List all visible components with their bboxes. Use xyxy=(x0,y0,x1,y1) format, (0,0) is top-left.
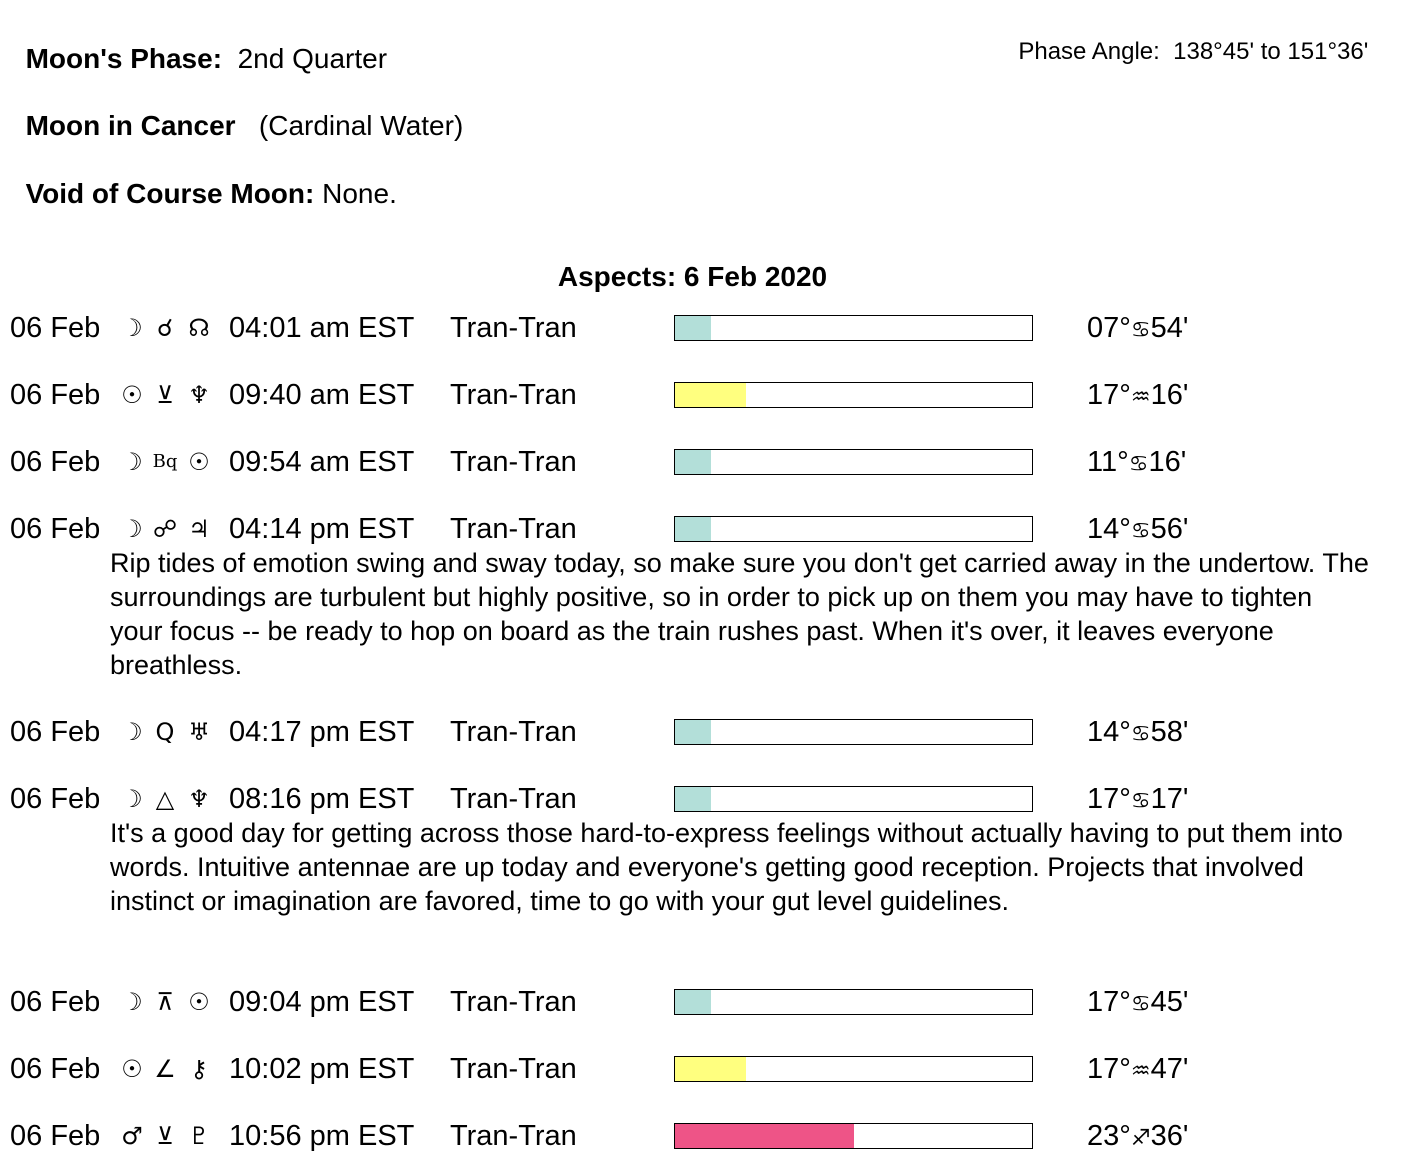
position-degrees: 17° xyxy=(1087,379,1131,411)
position-minutes: 16' xyxy=(1150,379,1189,411)
chiron-icon: ⚷ xyxy=(190,1055,208,1083)
position-minutes: 56' xyxy=(1150,513,1189,545)
sun-icon: ☉ xyxy=(121,381,143,409)
aspect-interpretation: It's a good day for getting across those hard-to-express feelings without actually having to put them into words. Intuitive antennae are up today and everyone's getting good reception. Projects that involved instinct or imagination are favored, time to go with your gut level guidelines. xyxy=(110,818,1343,916)
aspect-position xyxy=(1087,378,1188,415)
neptune-icon: ♆ xyxy=(188,785,210,813)
aspect-type: Tran-Tran xyxy=(450,312,577,344)
aspect-time: 09:54 am EST xyxy=(229,446,415,478)
aspects-title: Aspects: 6 Feb 2020 xyxy=(557,261,828,292)
aspect-type: Tran-Tran xyxy=(450,1120,577,1152)
position-degrees: 11° xyxy=(1087,446,1129,478)
moon-icon: ☽ xyxy=(121,988,143,1016)
zodiac-sign-icon: ♐ xyxy=(1130,1126,1151,1151)
aspect-date: 06 Feb xyxy=(10,379,101,411)
aspect-time: 09:04 pm EST xyxy=(229,986,415,1018)
zodiac-sign-icon: ♋ xyxy=(1130,318,1151,343)
aspect-date: 06 Feb xyxy=(10,513,101,545)
aspect-position xyxy=(1087,1052,1188,1089)
aspect-interpretation: Rip tides of emotion swing and sway today, so make sure you don't get carried away in the undertow. The surroundings are turbulent but highly positive, so in order to pick up on them you may have to tighten your focus -- be ready to hop on board as the train rushes past. When it's over, it leaves everyone breathless. xyxy=(110,548,1369,680)
position-degrees: 17° xyxy=(1087,1053,1131,1085)
zodiac-sign-icon: ♋ xyxy=(1128,452,1149,477)
mars-icon: ♂ xyxy=(121,1122,143,1150)
strength-bar xyxy=(674,719,1033,745)
position-degrees: 17° xyxy=(1087,783,1131,815)
strength-bar xyxy=(674,449,1033,475)
phase-angle-label: Phase Angle: xyxy=(1018,38,1160,65)
sun-icon: ☉ xyxy=(188,448,210,476)
strength-bar-fill xyxy=(675,316,711,340)
position-minutes: 17' xyxy=(1150,783,1189,815)
conjunction-icon: ☌ xyxy=(156,314,174,342)
aspect-date: 06 Feb xyxy=(10,716,101,748)
position-minutes: 36' xyxy=(1150,1120,1189,1152)
aspect-time: 04:14 pm EST xyxy=(229,513,415,545)
zodiac-sign-icon: ♒ xyxy=(1130,385,1151,410)
zodiac-sign-icon: ♋ xyxy=(1130,519,1151,544)
biquintile-icon: Bq xyxy=(152,451,178,472)
strength-bar xyxy=(674,1123,1033,1149)
aspect-type: Tran-Tran xyxy=(450,986,577,1018)
position-minutes: 54' xyxy=(1150,312,1189,344)
sun-icon: ☉ xyxy=(121,1055,143,1083)
aspect-time: 08:16 pm EST xyxy=(229,783,415,815)
position-degrees: 14° xyxy=(1087,716,1131,748)
neptune-icon: ♆ xyxy=(188,381,210,409)
phase-angle xyxy=(1005,7,1368,67)
aspect-position xyxy=(1087,1119,1188,1156)
north-node-icon: ☊ xyxy=(188,314,210,342)
aspect-time: 10:02 pm EST xyxy=(229,1053,415,1085)
aspect-time: 09:40 am EST xyxy=(229,379,415,411)
aspect-type: Tran-Tran xyxy=(450,379,577,411)
moon-sign-label: Moon in Cancer xyxy=(25,110,236,141)
semisquare-icon: ∠ xyxy=(154,1055,176,1083)
strength-bar xyxy=(674,786,1033,812)
position-minutes: 58' xyxy=(1150,716,1189,748)
strength-bar-fill xyxy=(675,383,746,407)
aspect-type: Tran-Tran xyxy=(450,513,577,545)
moon-phase-value: 2nd Quarter xyxy=(237,43,388,74)
moon-icon: ☽ xyxy=(121,515,143,543)
void-of-course-label: Void of Course Moon: xyxy=(25,178,315,209)
zodiac-sign-icon: ♋ xyxy=(1130,722,1151,747)
uranus-icon: ♅ xyxy=(188,718,210,746)
position-degrees: 23° xyxy=(1087,1120,1131,1152)
aspect-type: Tran-Tran xyxy=(450,716,577,748)
aspect-type: Tran-Tran xyxy=(450,446,577,478)
moon-sign-line xyxy=(10,75,463,143)
strength-bar-fill xyxy=(675,720,711,744)
opposition-icon: ☍ xyxy=(152,515,178,543)
zodiac-sign-icon: ♋ xyxy=(1130,789,1151,814)
quincunx-icon: ⊼ xyxy=(156,988,174,1016)
aspect-time: 04:17 pm EST xyxy=(229,716,415,748)
aspect-time: 04:01 am EST xyxy=(229,312,415,344)
aspect-date: 06 Feb xyxy=(10,312,101,344)
aspect-time: 10:56 pm EST xyxy=(229,1120,415,1152)
aspect-position xyxy=(1087,782,1188,819)
sun-icon: ☉ xyxy=(188,988,210,1016)
jupiter-icon: ♃ xyxy=(188,515,210,543)
void-of-course-line xyxy=(10,143,397,211)
moon-icon: ☽ xyxy=(121,718,143,746)
position-degrees: 14° xyxy=(1087,513,1131,545)
aspect-date: 06 Feb xyxy=(10,446,101,478)
zodiac-sign-icon: ♋ xyxy=(1130,992,1151,1017)
aspect-position xyxy=(1087,985,1188,1022)
aspect-position xyxy=(1087,445,1186,482)
position-minutes: 16' xyxy=(1148,446,1187,478)
quintile-icon: Q xyxy=(155,718,175,746)
void-of-course-value: None. xyxy=(322,178,397,209)
moon-icon: ☽ xyxy=(121,448,143,476)
aspect-position xyxy=(1087,311,1188,348)
strength-bar-fill xyxy=(675,450,711,474)
moon-phase-label: Moon's Phase: xyxy=(25,43,223,74)
aspect-date: 06 Feb xyxy=(10,986,101,1018)
moon-sign-detail: (Cardinal Water) xyxy=(258,110,464,141)
strength-bar-fill xyxy=(675,1057,746,1081)
aspect-date: 06 Feb xyxy=(10,783,101,815)
pluto-icon: ♇ xyxy=(188,1122,210,1150)
position-degrees: 07° xyxy=(1087,312,1131,344)
aspect-type: Tran-Tran xyxy=(450,1053,577,1085)
trine-icon: △ xyxy=(155,785,175,813)
aspect-date: 06 Feb xyxy=(10,1120,101,1152)
strength-bar-fill xyxy=(675,787,711,811)
aspect-date: 06 Feb xyxy=(10,1053,101,1085)
strength-bar xyxy=(674,382,1033,408)
strength-bar-fill xyxy=(675,1124,854,1148)
strength-bar xyxy=(674,516,1033,542)
semisextile-icon: ⊻ xyxy=(156,1122,174,1150)
aspect-position xyxy=(1087,512,1188,549)
position-minutes: 47' xyxy=(1150,1053,1189,1085)
aspect-position xyxy=(1087,715,1188,752)
moon-icon: ☽ xyxy=(121,785,143,813)
strength-bar xyxy=(674,315,1033,341)
position-degrees: 17° xyxy=(1087,986,1131,1018)
phase-angle-value: 138°45' to 151°36' xyxy=(1173,38,1369,65)
strength-bar-fill xyxy=(675,517,711,541)
semisextile-icon: ⊻ xyxy=(156,381,174,409)
moon-icon: ☽ xyxy=(121,314,143,342)
aspect-type: Tran-Tran xyxy=(450,783,577,815)
strength-bar-fill xyxy=(675,990,711,1014)
moon-phase-line xyxy=(10,8,387,76)
strength-bar xyxy=(674,1056,1033,1082)
position-minutes: 45' xyxy=(1150,986,1189,1018)
zodiac-sign-icon: ♒ xyxy=(1130,1059,1151,1084)
strength-bar xyxy=(674,989,1033,1015)
